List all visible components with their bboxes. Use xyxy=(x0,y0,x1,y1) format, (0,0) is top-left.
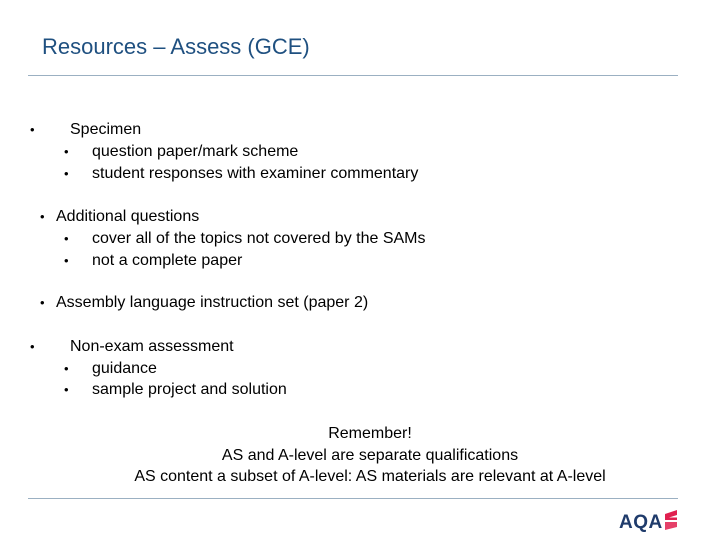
item-non-exam-assessment: Non-exam assessment xyxy=(70,338,234,355)
aqa-logo xyxy=(619,508,679,532)
subitem-additional-1: cover all of the topics not covered by the SAMs xyxy=(92,230,426,247)
svg-text:AQA: AQA xyxy=(619,512,663,532)
bullet-marker: • xyxy=(40,209,45,224)
sub-bullet-marker: • xyxy=(64,382,69,397)
remember-note xyxy=(90,423,650,488)
remember-heading: Remember! xyxy=(328,425,412,442)
sub-bullet-marker: • xyxy=(64,144,69,159)
aqa-logo-mark-icon xyxy=(665,510,677,530)
sub-bullet-marker: • xyxy=(64,361,69,376)
subitem-nea-2: sample project and solution xyxy=(92,381,287,398)
item-additional-questions: Additional questions xyxy=(56,208,200,225)
subitem-specimen-2: student responses with examiner commentary xyxy=(92,165,419,182)
remember-line-2: AS content a subset of A-level: AS materials are relevant at A-level xyxy=(134,468,606,485)
subitem-specimen-1: question paper/mark scheme xyxy=(92,143,299,160)
item-assembly-language: Assembly language instruction set (paper 2) xyxy=(56,294,369,311)
sub-bullet-marker: • xyxy=(64,231,69,246)
item-specimen: Specimen xyxy=(70,121,142,138)
bullet-marker: • xyxy=(30,122,35,137)
subitem-nea-1: guidance xyxy=(92,360,157,377)
subitem-additional-2: not a complete paper xyxy=(92,252,243,269)
bullet-marker: • xyxy=(30,339,35,354)
slide-title: Resources – Assess (GCE) xyxy=(42,34,310,59)
sub-bullet-marker: • xyxy=(64,166,69,181)
footer-divider xyxy=(28,498,678,499)
bullet-marker: • xyxy=(40,295,45,310)
remember-line-1: AS and A-level are separate qualifications xyxy=(221,446,519,464)
sub-bullet-marker: • xyxy=(64,253,69,268)
